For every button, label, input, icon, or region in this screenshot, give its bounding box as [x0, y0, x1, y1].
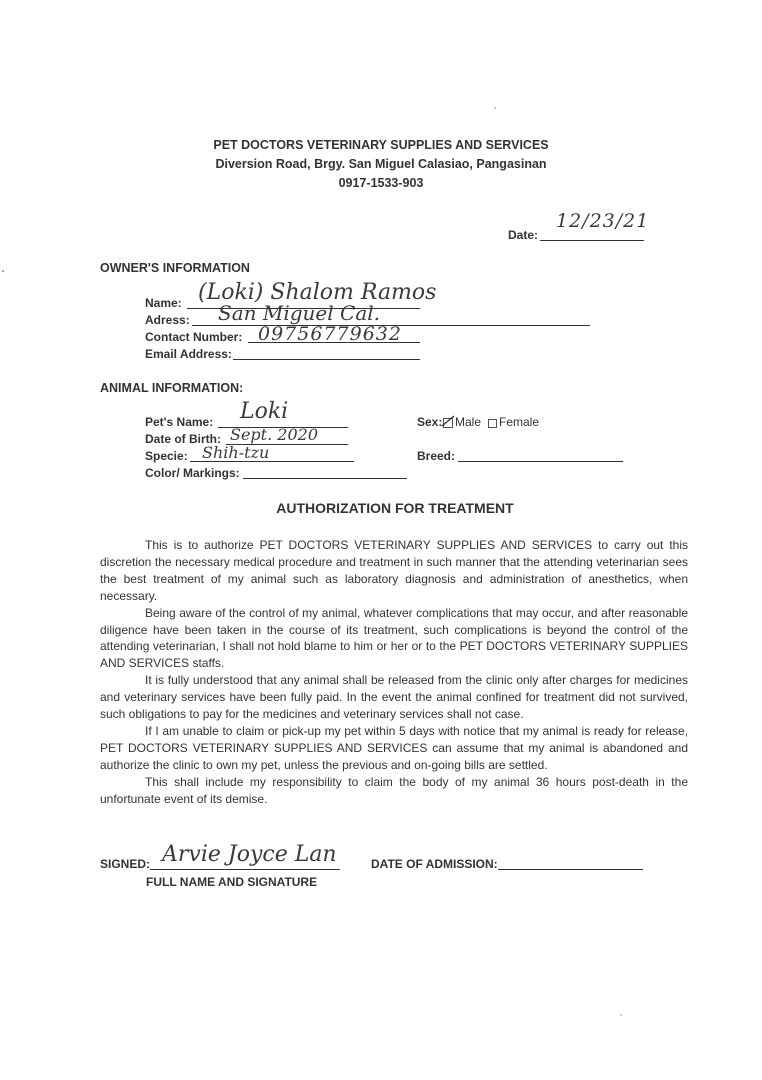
date-label: Date:: [508, 228, 539, 242]
animal-section-title: ANIMAL INFORMATION:: [100, 381, 244, 395]
authorization-paragraph: This is to authorize PET DOCTORS VETERINARY SUPPLIES AND SERVICES to carry out this discretion the necessary medical procedure and treatment in such manner that the attending veterinarian sees the best treatment of my animal such as laboratory diagnosis and administration of anesthetics, when necessary.: [100, 538, 688, 603]
checkmark-icon: [440, 414, 456, 428]
signature-line: [150, 869, 340, 870]
scan-speck: [494, 107, 496, 109]
company-phone: 0917-1533-903: [338, 176, 424, 190]
pet-name-label: Pet's Name:: [145, 415, 214, 429]
company-name: PET DOCTORS VETERINARY SUPPLIES AND SERVICES: [213, 138, 549, 152]
authorization-body: [100, 537, 688, 808]
authorization-title: AUTHORIZATION FOR TREATMENT: [276, 500, 514, 516]
pet-name-value: Loki: [240, 399, 289, 424]
dob-label: Date of Birth:: [145, 432, 221, 446]
female-checkbox[interactable]: [488, 419, 497, 428]
specie-label: Specie:: [145, 449, 188, 463]
date-line: [540, 240, 644, 241]
male-option-label: Male: [455, 415, 482, 429]
owner-name-label: Name:: [145, 296, 182, 310]
scan-speck: [2, 270, 4, 272]
specie-value: Shih-tzu: [202, 443, 270, 462]
breed-label: Breed:: [417, 449, 456, 463]
date-value: 12/23/21: [556, 210, 650, 232]
signature-value: Arvie Joyce Lan: [162, 842, 337, 867]
company-address: Diversion Road, Brgy. San Miguel Calasiao, Pangasinan: [215, 157, 547, 171]
email-label: Email Address:: [145, 347, 232, 361]
authorization-paragraph: If I am unable to claim or pick-up my pet within 5 days with notice that my animal is ready for release, PET DOCTORS VETERINARY SUPPLIES AND SERVICES can assume that my animal is abandoned and authorize the clinic to own my pet, unless the previous and on-going bills are settled.: [100, 723, 688, 772]
contact-number-value: 09756779632: [258, 323, 402, 345]
authorization-paragraph: Being aware of the control of my animal, whatever complications that may occur, and after reasonable diligence have been taken in the course of its treatment, such complications is beyond the control of the attending veterinarian, I shall not hold blame to him or her or to the PET DOCTORS VETERINARY SUPPLIES AND SERVICES staffs.: [100, 605, 688, 671]
contact-number-label: Contact Number:: [145, 330, 243, 344]
owner-name-value: (Loki) Shalom Ramos: [198, 280, 437, 305]
sex-label: Sex:: [417, 415, 443, 429]
color-markings-label: Color/ Markings:: [145, 466, 240, 480]
authorization-paragraph: This shall include my responsibility to claim the body of my animal 36 hours post-death in the unfortunate event of its demise.: [100, 774, 688, 806]
signature-sublabel: FULL NAME AND SIGNATURE: [146, 875, 318, 889]
color-markings-line: [243, 478, 407, 479]
owner-address-value: San Miguel Cal.: [218, 301, 380, 325]
signed-label: SIGNED:: [100, 857, 151, 871]
owner-section-title: OWNER'S INFORMATION: [100, 261, 250, 275]
breed-line: [458, 461, 623, 462]
female-option-label: Female: [499, 415, 540, 429]
owner-address-label: Adress:: [145, 313, 190, 327]
dob-value: Sept. 2020: [230, 425, 318, 444]
date-of-admission-line: [498, 869, 643, 870]
authorization-paragraph: It is fully understood that any animal shall be released from the clinic only after charges for medicines and veterinary services have been fully paid. In the event the animal confined for treatment did not survived, such obligations to pay for the medicines and veterinary services shall not case.: [100, 673, 688, 722]
email-line: [233, 359, 420, 360]
scan-speck: [620, 1014, 622, 1016]
date-of-admission-label: DATE OF ADMISSION:: [371, 857, 498, 871]
